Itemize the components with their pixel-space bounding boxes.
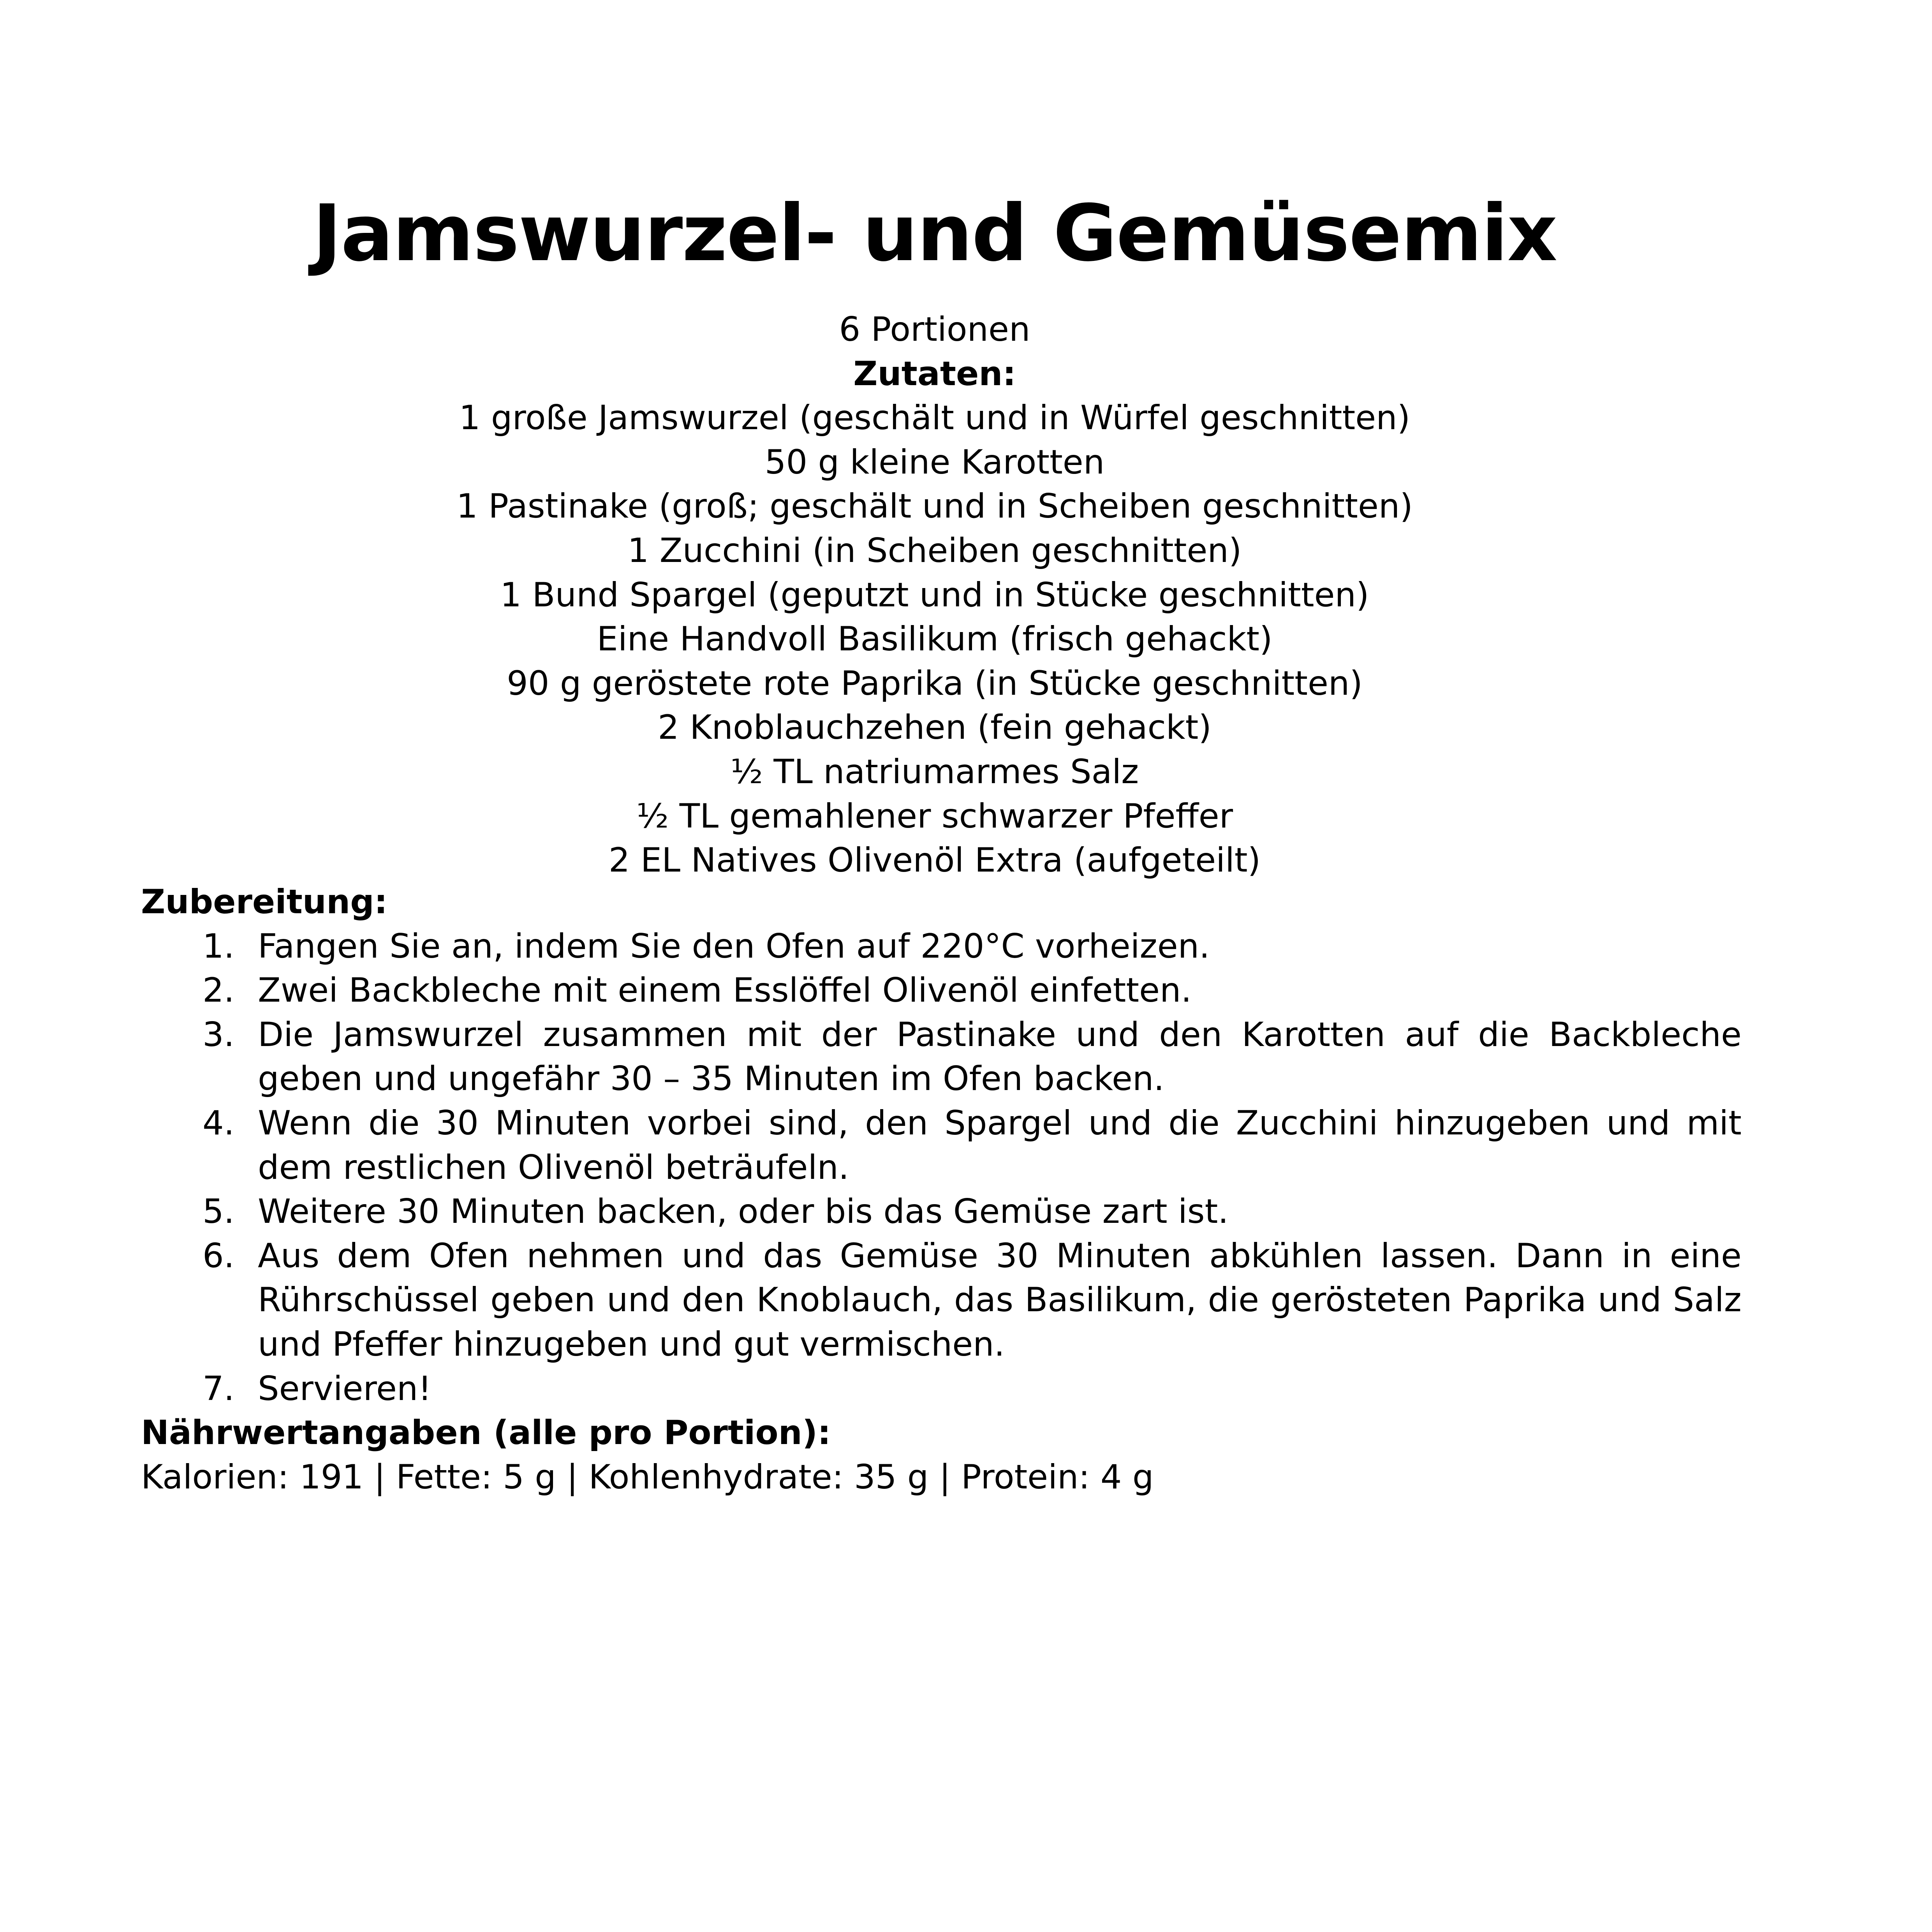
ingredient-item: 2 EL Natives Olivenöl Extra (aufgeteilt) [608,841,1261,880]
step-number: 2. [202,971,234,1010]
step-text: Servieren! [258,1369,431,1408]
step-item [141,1367,1742,1411]
servings-text: 6 Portionen [839,310,1030,349]
step-item [141,1013,1742,1101]
step-item [141,925,1742,969]
ingredient-item: Eine Handvoll Basilikum (frisch gehackt) [597,620,1273,659]
step-number: 6. [202,1236,234,1275]
step-text: Wenn die 30 Minuten vorbei sind, den Spargel und die Zucchini hinzugeben und mit dem restlichen Olivenöl beträufeln. [258,1103,1742,1187]
ingredient-item: 2 Knoblauchzehen (fein gehackt) [658,708,1212,747]
step-text: Fangen Sie an, indem Sie den Ofen auf 220°C vorheizen. [258,926,1210,966]
step-item [141,1101,1742,1190]
step-item [141,1190,1742,1234]
ingredient-item: ½ TL gemahlener schwarzer Pfeffer [636,796,1233,836]
ingredients-section [0,308,1869,883]
step-text: Die Jamswurzel zusammen mit der Pastinake und den Karotten auf die Backbleche geben und ungefähr 30 – 35 Minuten im Ofen backen. [258,1015,1742,1099]
step-text: Aus dem Ofen nehmen und das Gemüse 30 Minuten abkühlen lassen. Dann in eine Rührschüssel geben und den Knoblauch, das Basilikum, die gerösteten Paprika und Salz und Pfeffer hinzugeben und gut vermischen. [258,1236,1742,1364]
step-number: 7. [202,1369,234,1408]
ingredients-heading: Zutaten: [853,354,1016,393]
step-number: 4. [202,1103,234,1143]
step-number: 3. [202,1015,234,1054]
ingredient-item: ½ TL natriumarmes Salz [730,752,1139,791]
step-number: 1. [202,926,234,966]
steps-list [141,925,1742,1411]
nutrition-facts: Kalorien: 191 | Fette: 5 g | Kohlenhydrate: 35 g | Protein: 4 g [141,1457,1154,1497]
step-number: 5. [202,1192,234,1231]
ingredient-item: 1 Bund Spargel (geputzt und in Stücke geschnitten) [500,575,1369,615]
ingredient-item: 1 Zucchini (in Scheiben geschnitten) [627,531,1242,570]
step-text: Weitere 30 Minuten backen, oder bis das Gemüse zart ist. [258,1192,1229,1231]
preparation-heading: Zubereitung: [141,882,388,921]
step-item [141,969,1742,1013]
preparation-section [141,880,1742,1499]
step-item [141,1234,1742,1367]
recipe-title: Jamswurzel- und Gemüsemix [312,188,1557,279]
ingredient-item: 1 große Jamswurzel (geschält und in Würfel geschnitten) [459,398,1411,438]
ingredient-item: 1 Pastinake (groß; geschält und in Scheiben geschnitten) [456,487,1413,526]
ingredient-item: 90 g geröstete rote Paprika (in Stücke geschnitten) [507,664,1363,703]
nutrition-heading: Nährwertangaben (alle pro Portion): [141,1413,831,1453]
ingredient-item: 50 g kleine Karotten [764,442,1105,482]
step-text: Zwei Backbleche mit einem Esslöffel Olivenöl einfetten. [258,971,1192,1010]
